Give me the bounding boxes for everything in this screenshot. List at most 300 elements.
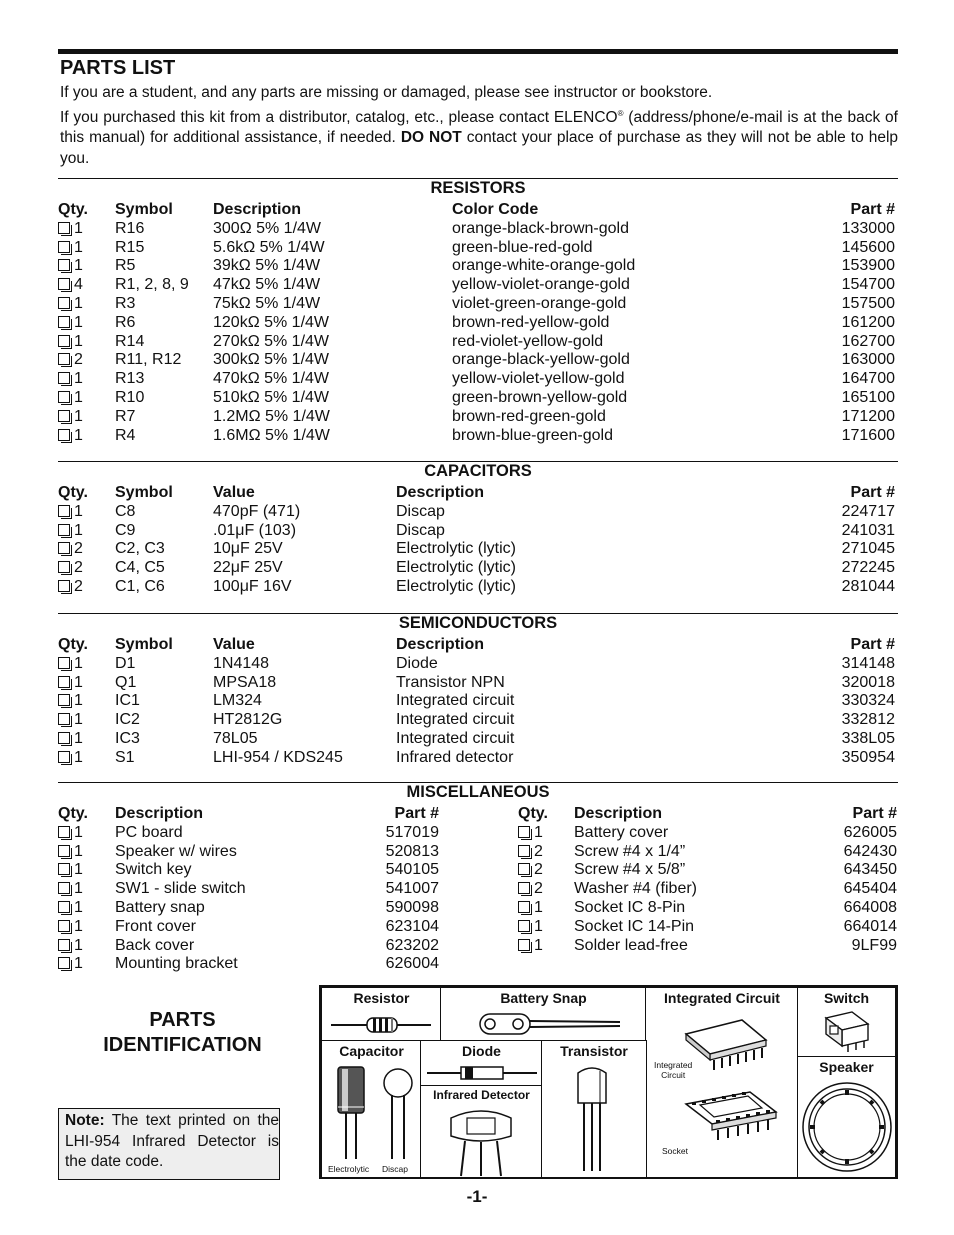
col-part: Part # [850,484,895,501]
table-row [58,937,442,956]
cell-value: Solder lead-free [574,936,688,954]
cell-value: R3 [115,294,136,312]
cell-value: 1N4148 [213,654,270,672]
table-row [58,408,898,427]
cell-value: R11, R12 [115,351,182,369]
cell-value: SW1 - slide switch [115,880,246,898]
cell-value: R5 [115,257,136,275]
qty-value: 1 [74,955,83,973]
checkbox-icon [58,676,70,688]
part-number: 332812 [841,711,895,729]
table-row [58,239,898,258]
cell-value: 75kΩ 5% 1/4W [213,294,321,312]
table-row [518,899,900,918]
checkbox-icon [58,353,70,365]
part-number: 161200 [841,313,895,331]
checkbox-icon [58,297,70,309]
capacitors-table [58,484,898,597]
cell-value: D1 [115,654,136,672]
part-number: 314148 [841,654,895,672]
table-row [58,899,442,918]
cell-value: PC board [115,823,183,841]
qty-value: 1 [74,654,83,672]
table-row [58,257,898,276]
qty-value: 1 [74,917,83,935]
qty-value: 4 [74,276,83,294]
qty-value: 1 [74,729,83,747]
cell-value: IC2 [115,711,140,729]
page-title: PARTS LIST [60,57,176,79]
semiconductors-title: SEMICONDUCTORS [398,614,558,632]
col-part: Part # [852,805,897,822]
checkbox-icon [58,278,70,290]
cell-value: 270kΩ 5% 1/4W [213,332,330,350]
infrared-detector-icon [441,1106,521,1178]
cell-value: Discap [396,521,445,539]
cell-value: R7 [115,407,136,425]
col-qty: Qty. [518,805,548,822]
cell-value: C9 [115,521,136,539]
col-qty: Qty. [58,636,88,653]
checkbox-icon [58,429,70,441]
cell-value: 10μF 25V [213,540,283,558]
cell-value: yellow-violet-orange-gold [452,276,630,294]
table-row [518,918,900,937]
table-row [58,824,442,843]
cell-value: Electrolytic (lytic) [396,540,517,558]
checkbox-icon [58,751,70,763]
part-number: 271045 [841,540,895,558]
part-number: 133000 [841,219,895,237]
checkbox-icon [58,957,70,969]
qty-value: 2 [74,351,83,369]
cell-value: brown-blue-green-gold [452,426,613,444]
parts-identification-grid [319,985,898,1179]
table-row [518,824,900,843]
table-row [58,730,898,749]
cell-value: C4, C5 [115,559,165,577]
cell-value: Electrolytic (lytic) [396,559,517,577]
intro-text [60,83,898,169]
cell-value: Socket IC 14-Pin [574,917,695,935]
table-row [58,674,898,693]
qty-value: 1 [74,257,83,275]
cell-value: 120kΩ 5% 1/4W [213,313,330,331]
cell-value: Electrolytic (lytic) [396,577,517,595]
qty-value: 1 [74,711,83,729]
table-row [58,351,898,370]
battery-snap-cell: Battery Snap [440,987,647,1042]
col-part: Part # [850,201,895,218]
checkbox-icon [58,505,70,517]
cell-value: 22μF 25V [213,559,283,577]
cell-value: Mounting bracket [115,955,238,973]
table-row [58,522,898,541]
switch-cell: Switch [797,987,896,1058]
parts-identification-title: PARTS IDENTIFICATION [103,1009,262,1056]
intro-paragraph-1: If you are a student, and any parts are missing or damaged, please see instructor or bookstore. [60,84,713,101]
table-row [58,220,898,239]
transistor-cell: Transistor [541,1040,647,1178]
col-qty: Qty. [58,805,88,822]
discap-caption: Discap [382,1164,408,1174]
checkbox-icon [58,524,70,536]
qty-value: 1 [74,692,83,710]
checkbox-icon [58,713,70,725]
table-header-row [58,636,898,655]
table-row [58,918,442,937]
cell-value: orange-black-yellow-gold [452,351,630,369]
col-value: Value [213,636,255,653]
misc-title: MISCELLANEOUS [406,783,550,801]
part-number: 272245 [841,559,895,577]
cell-value: Switch key [115,861,192,879]
checkbox-icon [58,694,70,706]
cell-value: green-brown-yellow-gold [452,388,628,406]
table-row [58,861,442,880]
cell-value: 1.6MΩ 5% 1/4W [213,426,330,444]
socket-caption: Socket [662,1146,688,1156]
part-number: 9LF99 [851,936,897,954]
cell-value: LM324 [213,692,262,710]
checkbox-icon [518,845,530,857]
diode-icon [423,1063,541,1083]
electrolytic-capacitor-icon [332,1063,372,1163]
cell-value: Integrated circuit [396,729,515,747]
qty-value: 2 [74,559,83,577]
col-qty: Qty. [58,201,88,218]
col-value: Value [213,484,255,501]
checkbox-icon [58,372,70,384]
cell-value: 78L05 [213,729,258,747]
cell-value: brown-red-green-gold [452,407,606,425]
part-number: 350954 [841,748,895,766]
cell-value: 300Ω 5% 1/4W [213,219,322,237]
col-part: Part # [850,636,895,653]
resistor-cell: Resistor [321,987,442,1042]
note-box: Note: The text printed on the LHI-954 Infrared Detector is the date code. [58,1108,280,1180]
cell-value: green-blue-red-gold [452,238,593,256]
cell-value: Q1 [115,673,137,691]
cell-value: R15 [115,238,145,256]
cell-value: 1.2MΩ 5% 1/4W [213,407,330,425]
ic-chip-icon [682,1014,772,1074]
infrared-detector-cell: Infrared Detector [420,1085,543,1178]
misc-table-right [518,805,900,955]
qty-value: 2 [534,880,543,898]
qty-value: 1 [74,521,83,539]
part-number: 157500 [841,294,895,312]
resistor-icon [323,1010,441,1040]
qty-value: 1 [534,898,543,916]
qty-value: 1 [74,294,83,312]
qty-value: 1 [534,917,543,935]
qty-value: 1 [74,673,83,691]
top-rule [58,49,898,54]
cell-value: Diode [396,654,438,672]
qty-value: 1 [74,502,83,520]
cell-value: Discap [396,502,445,520]
misc-table-left [58,805,442,974]
qty-value: 1 [74,842,83,860]
part-number: 541007 [385,880,439,898]
qty-value: 1 [74,388,83,406]
table-row [58,692,898,711]
col-symbol: Symbol [115,636,173,653]
checkbox-icon [518,826,530,838]
table-row [58,578,898,597]
cell-value: 100μF 16V [213,577,292,595]
cell-value: R14 [115,332,145,350]
cell-value: R10 [115,388,145,406]
table-row [518,880,900,899]
capacitors-title: CAPACITORS [424,462,532,480]
table-row [58,370,898,389]
cell-value: S1 [115,748,135,766]
cell-value: C1, C6 [115,577,165,595]
transistor-icon [570,1065,620,1175]
cell-value: LHI-954 / KDS245 [213,748,343,766]
table-header-row [518,805,900,824]
table-row [58,276,898,295]
qty-value: 1 [74,332,83,350]
table-row [58,880,442,899]
col-description: Description [115,805,204,822]
table-header-row [58,484,898,503]
capacitor-cell: Capacitor Electrolytic Discap [321,1040,422,1178]
part-number: 320018 [841,673,895,691]
cell-value: Battery snap [115,898,205,916]
integrated-circuit-cell: Integrated Circuit Integrated Circuit Socket [645,987,799,1178]
checkbox-icon [58,920,70,932]
col-color-code: Color Code [452,201,539,218]
cell-value: C2, C3 [115,540,165,558]
table-row [58,389,898,408]
checkbox-icon [58,222,70,234]
part-number: 540105 [385,861,439,879]
checkbox-icon [518,939,530,951]
part-number: 224717 [841,502,895,520]
cell-value: red-violet-yellow-gold [452,332,604,350]
part-number: 165100 [841,388,895,406]
qty-value: 1 [74,880,83,898]
cell-value: HT2812G [213,711,283,729]
qty-value: 1 [74,238,83,256]
table-header-row [58,201,898,220]
cell-value: Transistor NPN [396,673,505,691]
table-header-row [58,805,442,824]
table-row [518,861,900,880]
part-number: 145600 [841,238,895,256]
qty-value: 1 [74,313,83,331]
cell-value: IC1 [115,692,140,710]
part-number: 623104 [385,917,439,935]
checkbox-icon [58,863,70,875]
cell-value: Screw #4 x 5/8” [574,861,686,879]
checkbox-icon [58,542,70,554]
qty-value: 2 [74,540,83,558]
checkbox-icon [58,316,70,328]
cell-value: 5.6kΩ 5% 1/4W [213,238,325,256]
checkbox-icon [58,391,70,403]
table-row [58,540,898,559]
col-description: Description [213,201,302,218]
checkbox-icon [58,732,70,744]
cell-value: violet-green-orange-gold [452,294,627,312]
checkbox-icon [58,939,70,951]
cell-value: 39kΩ 5% 1/4W [213,257,321,275]
checkbox-icon [58,882,70,894]
checkbox-icon [58,241,70,253]
qty-value: 1 [74,823,83,841]
table-row [58,427,898,446]
cell-value: R1, 2, 8, 9 [115,276,189,294]
cell-value: Battery cover [574,823,669,841]
cell-value: Screw #4 x 1/4” [574,842,686,860]
diode-cell: Diode [420,1040,543,1087]
cell-value: R16 [115,219,145,237]
part-number: 153900 [841,257,895,275]
checkbox-icon [58,410,70,422]
part-number: 664008 [843,898,897,916]
checkbox-icon [58,561,70,573]
cell-value: 300kΩ 5% 1/4W [213,351,330,369]
part-number: 590098 [385,898,439,916]
cell-value: R6 [115,313,136,331]
table-row [58,559,898,578]
semiconductors-table [58,636,898,768]
speaker-icon [799,1079,895,1175]
qty-value: 1 [74,861,83,879]
part-number: 241031 [841,521,895,539]
col-qty: Qty. [58,484,88,501]
part-number: 626005 [843,823,897,841]
part-number: 163000 [841,351,895,369]
qty-value: 1 [74,407,83,425]
cell-value: Washer #4 (fiber) [574,880,697,898]
part-number: 664014 [843,917,897,935]
cell-value: C8 [115,502,136,520]
part-number: 171600 [841,426,895,444]
checkbox-icon [518,863,530,875]
table-row [518,937,900,956]
cell-value: Front cover [115,917,196,935]
part-number: 643450 [843,861,897,879]
electrolytic-caption: Electrolytic [328,1164,370,1174]
cell-value: Back cover [115,936,195,954]
checkbox-icon [518,901,530,913]
table-row [518,843,900,862]
cell-value: R13 [115,370,145,388]
cell-value: orange-white-orange-gold [452,257,636,275]
qty-value: 1 [74,219,83,237]
table-row [58,955,442,974]
cell-value: Integrated circuit [396,711,515,729]
part-number: 171200 [841,407,895,425]
part-number: 520813 [385,842,439,860]
part-number: 338L05 [841,729,895,747]
part-number: 642430 [843,842,897,860]
part-number: 645404 [843,880,897,898]
col-description: Description [396,636,485,653]
cell-value: 470pF (471) [213,502,301,520]
table-row [58,711,898,730]
ic-caption: Integrated Circuit [654,1060,693,1080]
table-row [58,749,898,768]
checkbox-icon [58,826,70,838]
resistors-table [58,201,898,445]
cell-value: R4 [115,426,136,444]
checkbox-icon [58,901,70,913]
qty-value: 2 [74,577,83,595]
cell-value: Speaker w/ wires [115,842,237,860]
cell-value: yellow-violet-yellow-gold [452,370,625,388]
resistors-title: RESISTORS [430,179,526,197]
page-number: -1- [466,1187,488,1206]
qty-value: 1 [534,823,543,841]
checkbox-icon [58,335,70,347]
ic-socket-icon [680,1090,780,1150]
part-number: 626004 [385,955,439,973]
col-symbol: Symbol [115,484,173,501]
checkbox-icon [518,882,530,894]
cell-value: MPSA18 [213,673,277,691]
qty-value: 2 [534,842,543,860]
cell-value: Socket IC 8-Pin [574,898,686,916]
part-number: 154700 [841,276,895,294]
slide-switch-icon [822,1008,872,1054]
part-number: 164700 [841,370,895,388]
cell-value: 510kΩ 5% 1/4W [213,388,330,406]
cell-value: Infrared detector [396,748,514,766]
col-description: Description [396,484,485,501]
checkbox-icon [58,259,70,271]
part-number: 623202 [385,936,439,954]
col-symbol: Symbol [115,201,173,218]
table-row [58,503,898,522]
table-row [58,843,442,862]
checkbox-icon [58,845,70,857]
cell-value: orange-black-brown-gold [452,219,629,237]
table-row [58,314,898,333]
col-part: Part # [394,805,439,822]
qty-value: 1 [74,426,83,444]
part-number: 281044 [841,577,895,595]
qty-value: 1 [74,898,83,916]
battery-snap-icon [444,1009,644,1039]
qty-value: 1 [74,748,83,766]
table-row [58,333,898,352]
intro-paragraph-2: If you purchased this kit from a distributor, catalog, etc., please contact ELENCO® (address/phone/e-mail is at the back of this manual) for additional assistance, if needed. DO NOT contact your place of purchase as they will not be able to help you. [60,108,899,167]
checkbox-icon [58,657,70,669]
checkbox-icon [518,920,530,932]
part-number: 162700 [841,332,895,350]
cell-value: IC3 [115,729,140,747]
cell-value: 47kΩ 5% 1/4W [213,276,321,294]
cell-value: brown-red-yellow-gold [452,313,610,331]
qty-value: 2 [534,861,543,879]
qty-value: 1 [74,936,83,954]
checkbox-icon [58,580,70,592]
cell-value: .01μF (103) [213,521,297,539]
qty-value: 1 [534,936,543,954]
cell-value: 470kΩ 5% 1/4W [213,370,330,388]
speaker-cell: Speaker [797,1056,896,1178]
disc-capacitor-icon [378,1063,418,1163]
col-description: Description [574,805,663,822]
cell-value: Integrated circuit [396,692,515,710]
table-row [58,655,898,674]
